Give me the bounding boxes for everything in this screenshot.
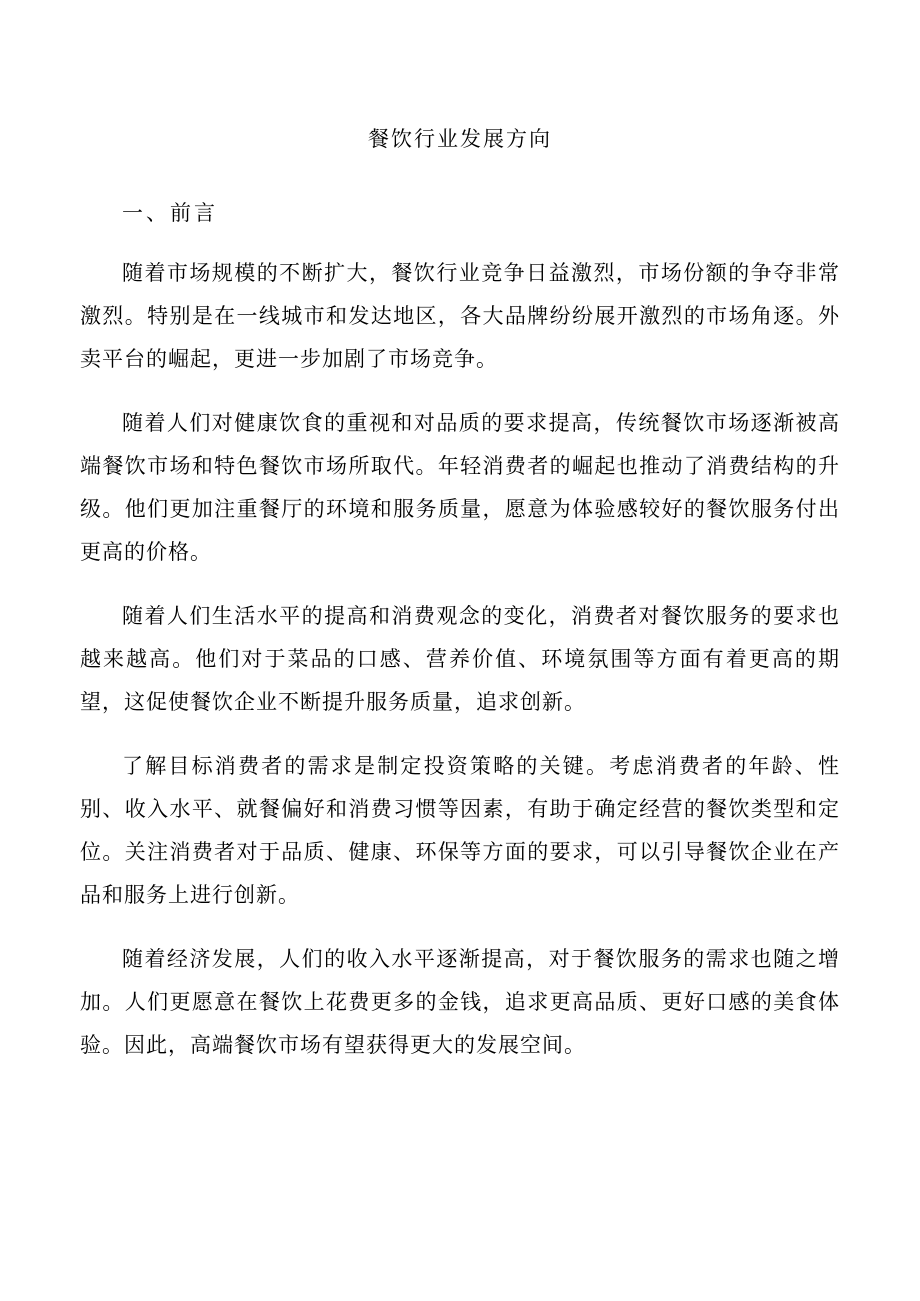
paragraph-5: 随着经济发展，人们的收入水平逐渐提高，对于餐饮服务的需求也随之增加。人们更愿意在餐饮上花费更多的金钱，追求更高品质、更好口感的美食体验。因此，高端餐饮市场有望获得更大的发展空间。	[80, 947, 840, 1057]
section-heading: 一、前言	[122, 201, 218, 225]
document-title: 餐饮行业发展方向	[368, 127, 552, 151]
paragraph-3: 随着人们生活水平的提高和消费观念的变化，消费者对餐饮服务的要求也越来越高。他们对于菜品的口感、营养价值、环境氛围等方面有着更高的期望，这促使餐饮企业不断提升服务质量，追求创新。	[80, 604, 840, 714]
paragraph-1: 随着市场规模的不断扩大，餐饮行业竞争日益激烈，市场份额的争夺非常激烈。特别是在一线城市和发达地区，各大品牌纷纷展开激烈的市场角逐。外卖平台的崛起，更进一步加剧了市场竞争。	[80, 261, 840, 371]
paragraph-2: 随着人们对健康饮食的重视和对品质的要求提高，传统餐饮市场逐渐被高端餐饮市场和特色餐饮市场所取代。年轻消费者的崛起也推动了消费结构的升级。他们更加注重餐厅的环境和服务质量，愿意为体验感较好的餐饮服务付出更高的价格。	[80, 411, 840, 564]
document-body	[80, 194, 840, 1088]
paragraph-4: 了解目标消费者的需求是制定投资策略的关键。考虑消费者的年龄、性别、收入水平、就餐偏好和消费习惯等因素，有助于确定经营的餐饮类型和定位。关注消费者对于品质、健康、环保等方面的要求，可以引导餐饮企业在产品和服务上进行创新。	[80, 754, 840, 907]
